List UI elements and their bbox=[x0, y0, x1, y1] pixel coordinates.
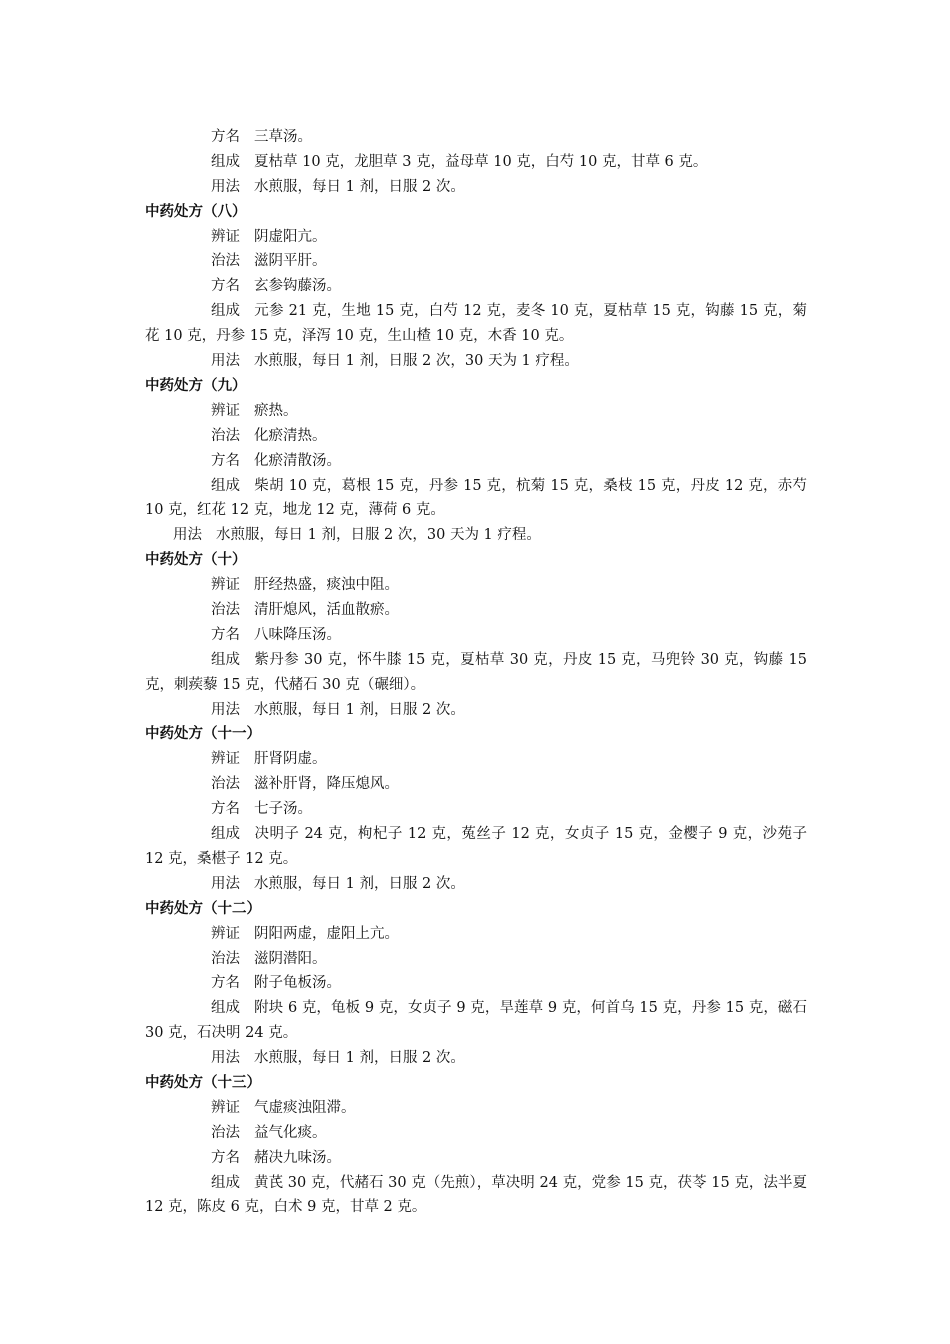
paragraph bbox=[145, 175, 807, 200]
field-label: 组成 bbox=[211, 1000, 240, 1017]
paragraph bbox=[145, 249, 807, 274]
field-text: 决明子 24 克，枸杞子 12 克，菟丝子 12 克，女贞子 15 克，金樱子 9 克，沙苑子 12 克，桑椹子 12 克。 bbox=[145, 826, 807, 867]
field-label: 方名 bbox=[211, 452, 240, 469]
field-text: 七子汤。 bbox=[254, 801, 312, 818]
field-label: 治法 bbox=[211, 427, 240, 444]
field-label: 辨证 bbox=[211, 1099, 240, 1116]
paragraph bbox=[145, 648, 807, 698]
paragraph bbox=[145, 996, 807, 1046]
field-text: 气虚痰浊阻滞。 bbox=[254, 1099, 356, 1116]
document-body bbox=[145, 125, 807, 1220]
field-label: 用法 bbox=[211, 178, 240, 195]
paragraph bbox=[145, 872, 807, 897]
field-label: 组成 bbox=[211, 477, 240, 494]
field-label: 方名 bbox=[211, 1149, 240, 1166]
field-label: 辨证 bbox=[211, 228, 240, 245]
field-text: 紫丹参 30 克，怀牛膝 15 克，夏枯草 30 克，丹皮 15 克，马兜铃 30 克，钩藤 15 克，刺蒺藜 15 克，代赭石 30 克（碾细）。 bbox=[145, 651, 807, 693]
paragraph bbox=[145, 225, 807, 250]
field-label: 辨证 bbox=[211, 751, 240, 768]
field-text: 水煎服，每日 1 剂，日服 2 次。 bbox=[254, 178, 465, 195]
paragraph bbox=[145, 125, 807, 150]
field-text: 滋阴平肝。 bbox=[254, 253, 327, 270]
field-label: 用法 bbox=[173, 527, 202, 544]
paragraph bbox=[145, 797, 807, 822]
field-text: 元参 21 克，生地 15 克，白芍 12 克，麦冬 10 克，夏枯草 15 克，钩藤 15 克，菊花 10 克，丹参 15 克，泽泻 10 克，生山楂 10 克，木香 10 克。 bbox=[145, 303, 807, 345]
field-text: 化瘀清散汤。 bbox=[254, 452, 341, 469]
paragraph bbox=[145, 399, 807, 424]
section-heading: 中药处方（九） bbox=[145, 377, 247, 394]
paragraph bbox=[145, 424, 807, 449]
paragraph bbox=[145, 698, 807, 723]
field-label: 治法 bbox=[211, 950, 240, 967]
section-heading: 中药处方（十一） bbox=[145, 726, 261, 743]
field-text: 附块 6 克，龟板 9 克，女贞子 9 克，旱莲草 9 克，何首乌 15 克，丹参 15 克，磁石 30 克，石决明 24 克。 bbox=[145, 1000, 807, 1042]
field-text: 水煎服，每日 1 剂，日服 2 次。 bbox=[254, 701, 465, 718]
paragraph bbox=[145, 573, 807, 598]
paragraph bbox=[145, 1171, 807, 1221]
paragraph bbox=[145, 747, 807, 772]
paragraph bbox=[145, 598, 807, 623]
field-text: 水煎服，每日 1 剂，日服 2 次，30 天为 1 疗程。 bbox=[216, 527, 541, 544]
section-heading: 中药处方（八） bbox=[145, 203, 247, 220]
field-text: 玄参钩藤汤。 bbox=[254, 278, 341, 295]
field-label: 组成 bbox=[211, 303, 240, 320]
field-label: 方名 bbox=[211, 975, 240, 992]
field-label: 治法 bbox=[211, 253, 240, 270]
field-label: 用法 bbox=[211, 701, 240, 718]
field-text: 瘀热。 bbox=[254, 402, 298, 419]
field-text: 肝经热盛，痰浊中阻。 bbox=[254, 577, 399, 594]
field-label: 用法 bbox=[211, 1050, 240, 1067]
field-label: 辨证 bbox=[211, 402, 240, 419]
paragraph bbox=[145, 1121, 807, 1146]
field-text: 阴虚阳亢。 bbox=[254, 228, 327, 245]
field-text: 滋补肝肾，降压熄风。 bbox=[254, 776, 399, 793]
field-text: 三草汤。 bbox=[254, 129, 312, 145]
paragraph bbox=[145, 1046, 807, 1071]
field-text: 八味降压汤。 bbox=[254, 626, 341, 643]
field-text: 黄芪 30 克，代赭石 30 克（先煎），草决明 24 克，党参 15 克，茯苓 15 克，法半夏 12 克，陈皮 6 克，白术 9 克，甘草 2 克。 bbox=[145, 1174, 807, 1216]
field-text: 夏枯草 10 克，龙胆草 3 克，益母草 10 克，白芍 10 克，甘草 6 克。 bbox=[254, 153, 708, 170]
field-text: 柴胡 10 克，葛根 15 克，丹参 15 克，杭菊 15 克，桑枝 15 克，丹皮 12 克，赤芍 10 克，红花 12 克，地龙 12 克，薄荷 6 克。 bbox=[145, 477, 807, 519]
field-label: 用法 bbox=[211, 875, 240, 892]
field-text: 水煎服，每日 1 剂，日服 2 次。 bbox=[254, 875, 465, 892]
field-text: 肝肾阴虚。 bbox=[254, 751, 327, 768]
paragraph bbox=[145, 947, 807, 972]
field-label: 组成 bbox=[211, 1174, 240, 1191]
paragraph bbox=[145, 1146, 807, 1171]
field-text: 益气化痰。 bbox=[254, 1124, 327, 1141]
field-text: 水煎服，每日 1 剂，日服 2 次。 bbox=[254, 1050, 465, 1067]
field-label: 组成 bbox=[211, 651, 240, 668]
section-heading: 中药处方（十三） bbox=[145, 1075, 261, 1091]
paragraph bbox=[145, 523, 807, 548]
paragraph bbox=[145, 150, 807, 175]
field-label: 组成 bbox=[211, 826, 240, 843]
section-heading: 中药处方（十） bbox=[145, 552, 247, 569]
field-text: 附子龟板汤。 bbox=[254, 975, 341, 992]
field-label: 方名 bbox=[211, 129, 240, 145]
section-heading: 中药处方（十二） bbox=[145, 900, 261, 917]
field-label: 治法 bbox=[211, 601, 240, 618]
paragraph bbox=[145, 772, 807, 797]
paragraph bbox=[145, 623, 807, 648]
paragraph bbox=[145, 349, 807, 374]
field-label: 辨证 bbox=[211, 925, 240, 942]
field-text: 赭决九味汤。 bbox=[254, 1149, 341, 1166]
paragraph bbox=[145, 299, 807, 349]
paragraph bbox=[145, 449, 807, 474]
field-text: 清肝熄风，活血散瘀。 bbox=[254, 601, 399, 618]
field-label: 方名 bbox=[211, 278, 240, 295]
field-label: 治法 bbox=[211, 1124, 240, 1141]
field-text: 滋阴潜阳。 bbox=[254, 950, 327, 967]
field-label: 用法 bbox=[211, 353, 240, 370]
field-text: 化瘀清热。 bbox=[254, 427, 327, 444]
field-label: 治法 bbox=[211, 776, 240, 793]
field-label: 组成 bbox=[211, 153, 240, 170]
field-label: 方名 bbox=[211, 801, 240, 818]
field-label: 辨证 bbox=[211, 577, 240, 594]
field-label: 方名 bbox=[211, 626, 240, 643]
field-text: 阴阳两虚，虚阳上亢。 bbox=[254, 925, 399, 942]
field-text: 水煎服，每日 1 剂，日服 2 次，30 天为 1 疗程。 bbox=[254, 353, 579, 370]
paragraph bbox=[145, 1096, 807, 1121]
paragraph bbox=[145, 971, 807, 996]
paragraph bbox=[145, 274, 807, 299]
paragraph bbox=[145, 474, 807, 524]
paragraph bbox=[145, 922, 807, 947]
paragraph bbox=[145, 822, 807, 872]
